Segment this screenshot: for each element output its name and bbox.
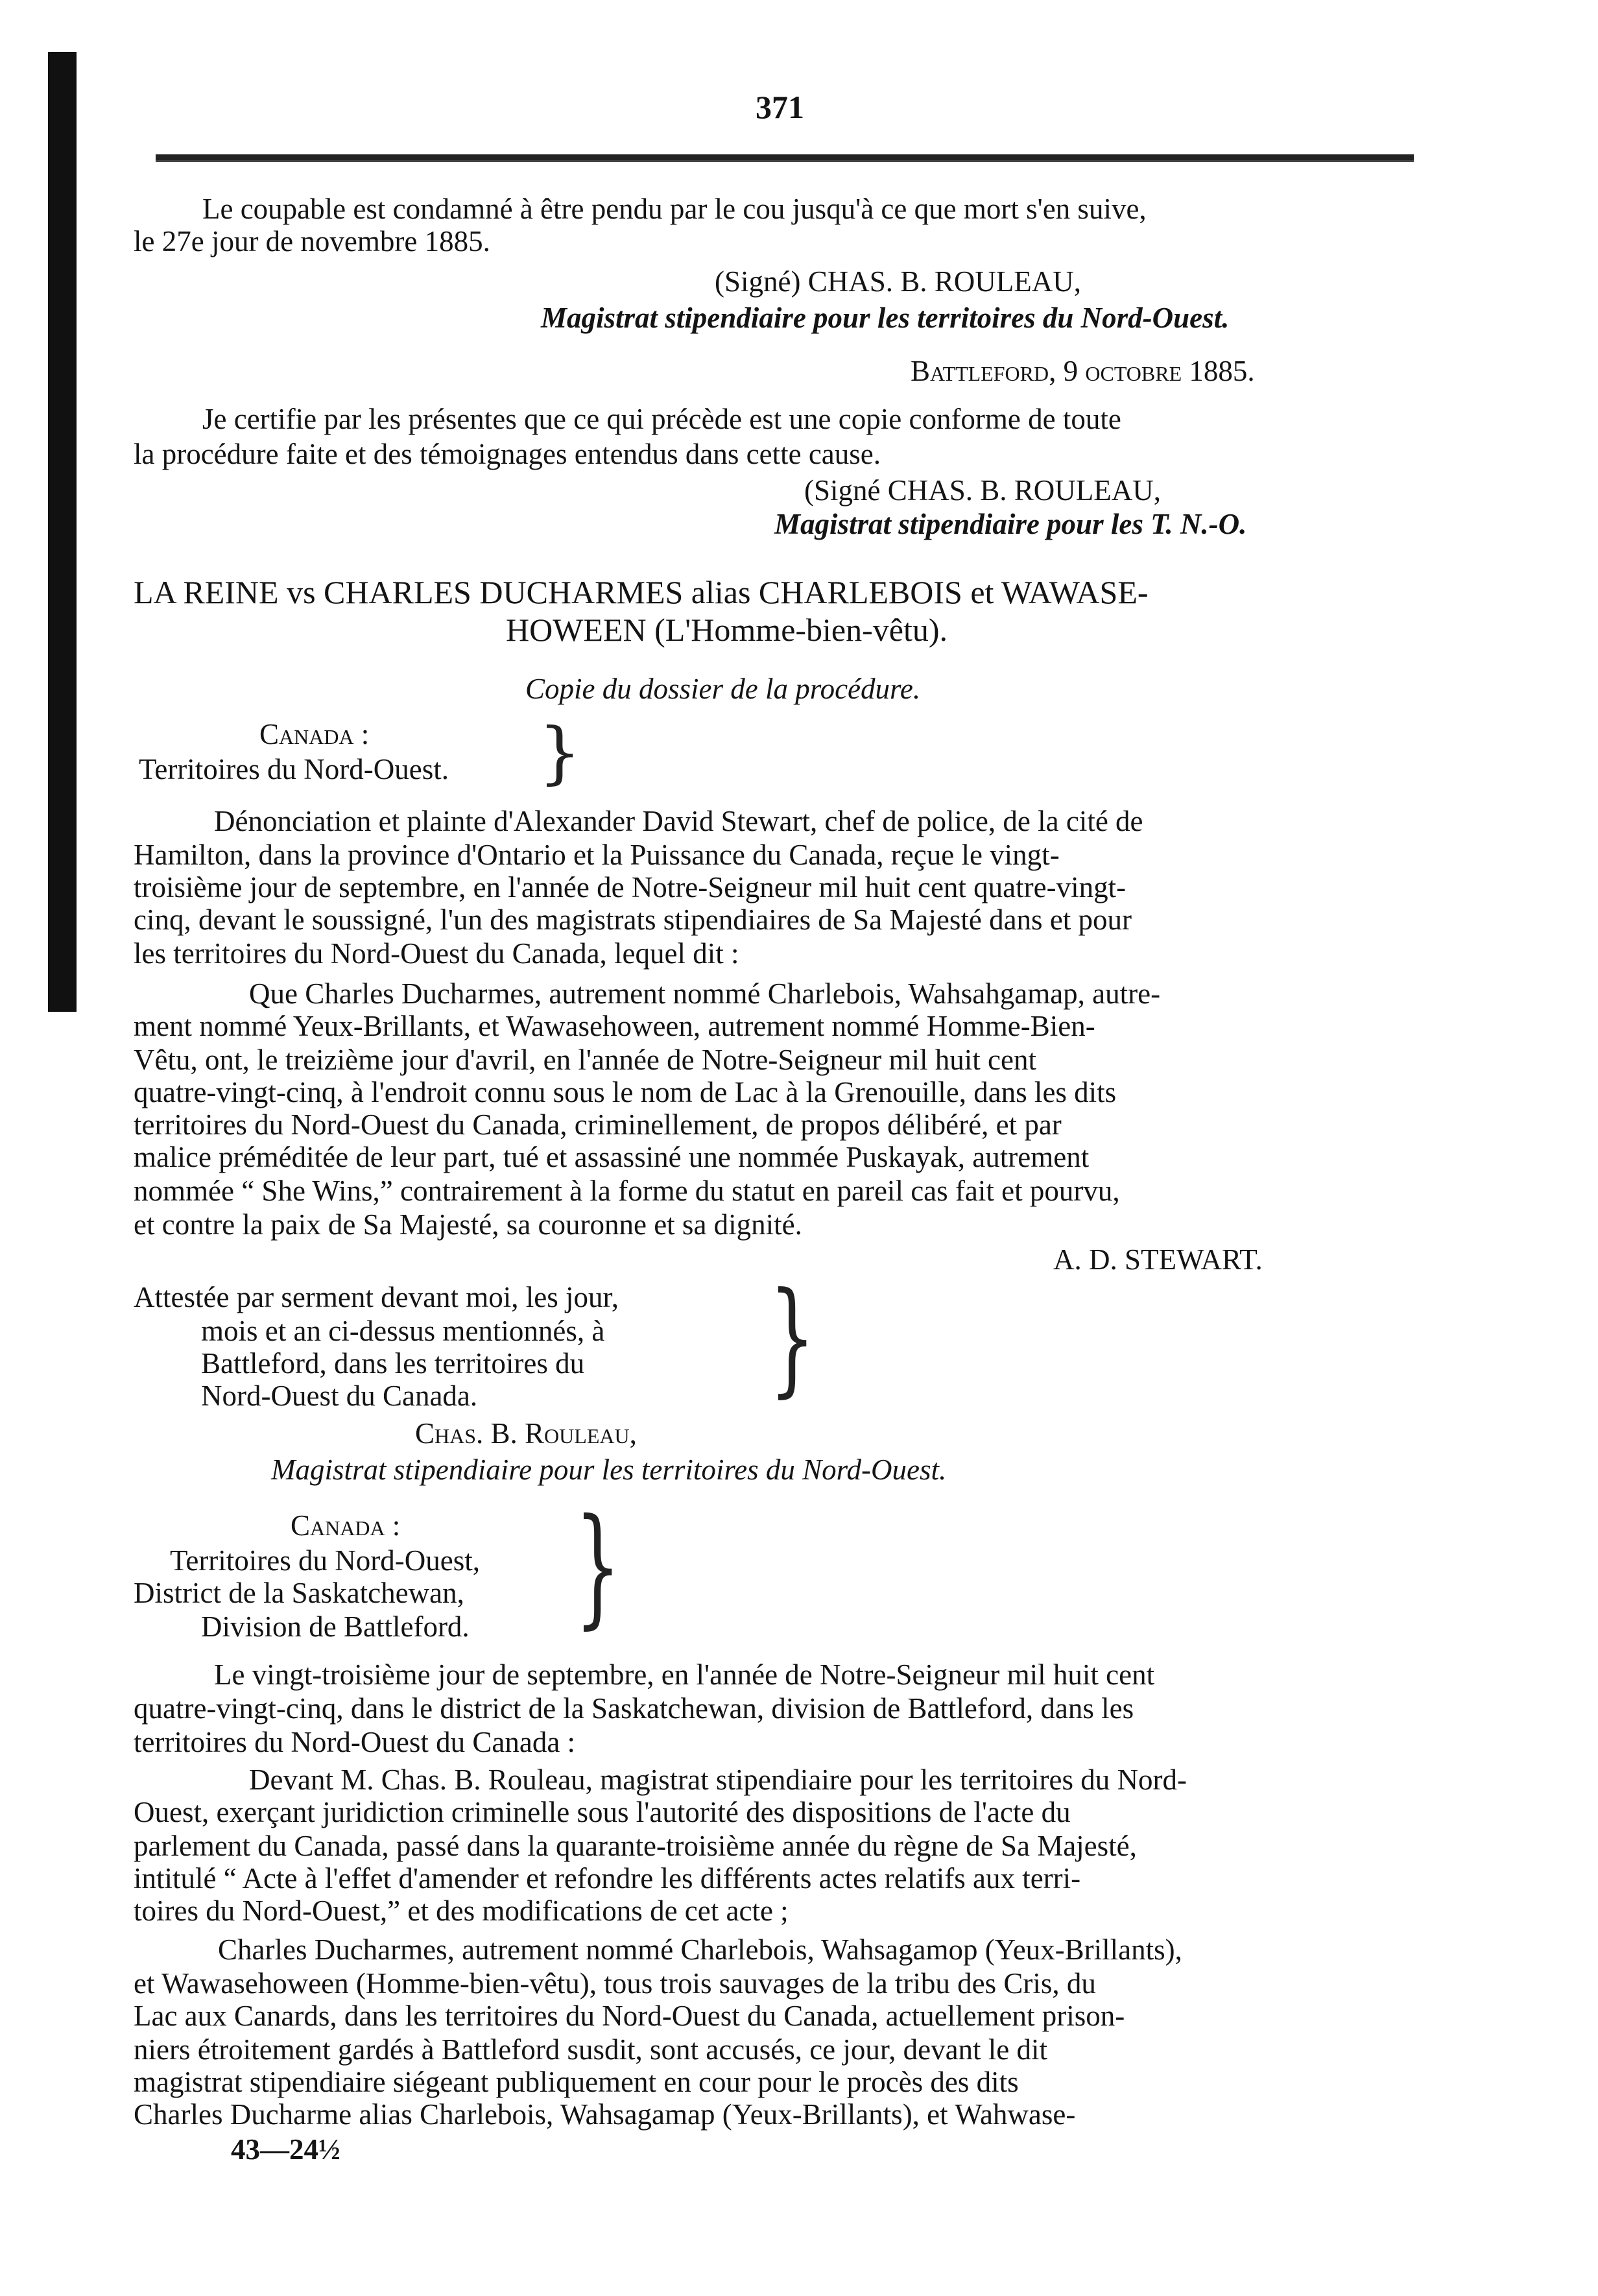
text-line: quatre-vingt-cinq, à l'endroit connu sous le nom de Lac à la Grenouille, dans les dits	[134, 1076, 1117, 1108]
text-line: (Signé) CHAS. B. ROULEAU,	[715, 265, 1082, 298]
text-line: toires du Nord-Ouest,” et des modifications de cet acte ;	[134, 1895, 789, 1927]
margin-bar	[48, 52, 77, 1012]
text-line: Attestée par serment devant moi, les jour,	[134, 1281, 619, 1313]
text-line: et contre la paix de Sa Majesté, sa couronne et sa dignité.	[134, 1208, 802, 1241]
text-line: ment nommé Yeux-Brillants, et Wawasehoween, autrement nommé Homme-Bien-	[134, 1010, 1095, 1042]
text-line: Canada :	[291, 1509, 401, 1542]
text-line: Vêtu, ont, le treizième jour d'avril, en l'année de Notre-Seigneur mil huit cent	[134, 1044, 1036, 1076]
text-line: troisième jour de septembre, en l'année de Notre-Seigneur mil huit cent quatre-vingt-	[134, 871, 1127, 903]
text-line: Territoires du Nord-Ouest,	[170, 1544, 480, 1577]
text-line: mois et an ci-dessus mentionnés, à	[201, 1315, 605, 1347]
text-line: territoires du Nord-Ouest du Canada, criminellement, de propos délibéré, et par	[134, 1108, 1062, 1141]
text-line: Magistrat stipendiaire pour les T. N.-O.	[774, 508, 1247, 540]
text-line: le 27e jour de novembre 1885.	[134, 225, 490, 257]
text-line: Territoires du Nord-Ouest.	[139, 753, 449, 785]
text-line: Dénonciation et plainte d'Alexander David Stewart, chef de police, de la cité de	[214, 805, 1143, 837]
text-line: intitulé “ Acte à l'effet d'amender et refondre les différents actes relatifs aux terri-	[134, 1862, 1081, 1895]
text-line: magistrat stipendiaire siégeant publiquement en cour pour le procès des dits	[134, 2066, 1019, 2098]
text-line: nommée “ She Wins,” contrairement à la forme du statut en pareil cas fait et pourvu,	[134, 1175, 1120, 1207]
header-rule	[156, 154, 1414, 162]
text-line: Division de Battleford.	[201, 1610, 470, 1643]
text-line: Hamilton, dans la province d'Ontario et la Puissance du Canada, reçue le vingt-	[134, 839, 1060, 871]
text-line: cinq, devant le soussigné, l'un des magistrats stipendiaires de Sa Majesté dans et pour	[134, 903, 1132, 936]
text-line: A. D. STEWART.	[1053, 1243, 1263, 1276]
text-line: Je certifie par les présentes que ce qui précède est une copie conforme de toute	[202, 403, 1121, 435]
text-line: Magistrat stipendiaire pour les territoires du Nord-Ouest.	[271, 1453, 947, 1486]
signature-mark: 43—24½	[231, 2133, 340, 2166]
text-line: Le coupable est condamné à être pendu par le cou jusqu'à ce que mort s'en suive,	[202, 193, 1147, 225]
text-line: quatre-vingt-cinq, dans le district de la Saskatchewan, division de Battleford, dans les	[134, 1692, 1134, 1725]
brace-mark: }	[538, 713, 582, 792]
text-line: les territoires du Nord-Ouest du Canada, lequel dit :	[134, 937, 739, 970]
text-line: Magistrat stipendiaire pour les territoires du Nord-Ouest.	[541, 302, 1230, 334]
text-line: territoires du Nord-Ouest du Canada :	[134, 1726, 576, 1758]
brace-mark: }	[769, 1266, 816, 1410]
text-line: Lac aux Canards, dans les territoires du Nord-Ouest du Canada, actuellement prison-	[134, 2000, 1125, 2032]
text-line: Copie du dossier de la procédure.	[525, 673, 921, 705]
text-line: LA REINE vs CHARLES DUCHARMES alias CHARLEBOIS et WAWASE-	[134, 574, 1149, 610]
text-line: Nord-Ouest du Canada.	[201, 1380, 478, 1412]
text-line: HOWEEN (L'Homme-bien-vêtu).	[506, 612, 948, 648]
text-line: malice préméditée de leur part, tué et assassiné une nommée Puskayak, autrement	[134, 1141, 1090, 1173]
text-line: et Wawasehoween (Homme-bien-vêtu), tous trois sauvages de la tribu des Cris, du	[134, 1967, 1096, 2000]
text-line: Charles Ducharme alias Charlebois, Wahsagamap (Yeux-Brillants), et Wahwase-	[134, 2098, 1076, 2131]
text-line: Que Charles Ducharmes, autrement nommé Charlebois, Wahsahgamap, autre-	[249, 977, 1161, 1010]
text-line: niers étroitement gardés à Battleford susdit, sont accusés, ce jour, devant le dit	[134, 2033, 1048, 2066]
text-line: Le vingt-troisième jour de septembre, en l'année de Notre-Seigneur mil huit cent	[214, 1658, 1155, 1691]
text-line: Chas. B. Rouleau,	[415, 1417, 637, 1450]
text-line: Battleford, 9 octobre 1885.	[911, 355, 1255, 387]
text-line: Canada :	[259, 718, 370, 750]
text-line: (Signé CHAS. B. ROULEAU,	[804, 474, 1162, 507]
text-line: Devant M. Chas. B. Rouleau, magistrat stipendiaire pour les territoires du Nord-	[249, 1764, 1187, 1796]
text-line: District de la Saskatchewan,	[134, 1577, 464, 1609]
text-line: la procédure faite et des témoignages entendus dans cette cause.	[134, 438, 881, 470]
text-line: parlement du Canada, passé dans la quarante-troisième année du règne de Sa Majesté,	[134, 1830, 1137, 1862]
page-number: 371	[756, 89, 804, 125]
text-line: Ouest, exerçant juridiction criminelle sous l'autorité des dispositions de l'acte du	[134, 1796, 1071, 1828]
brace-mark: }	[575, 1491, 621, 1642]
text-line: Charles Ducharmes, autrement nommé Charlebois, Wahsagamop (Yeux-Brillants),	[218, 1933, 1182, 1966]
text-line: Battleford, dans les territoires du	[201, 1347, 585, 1380]
